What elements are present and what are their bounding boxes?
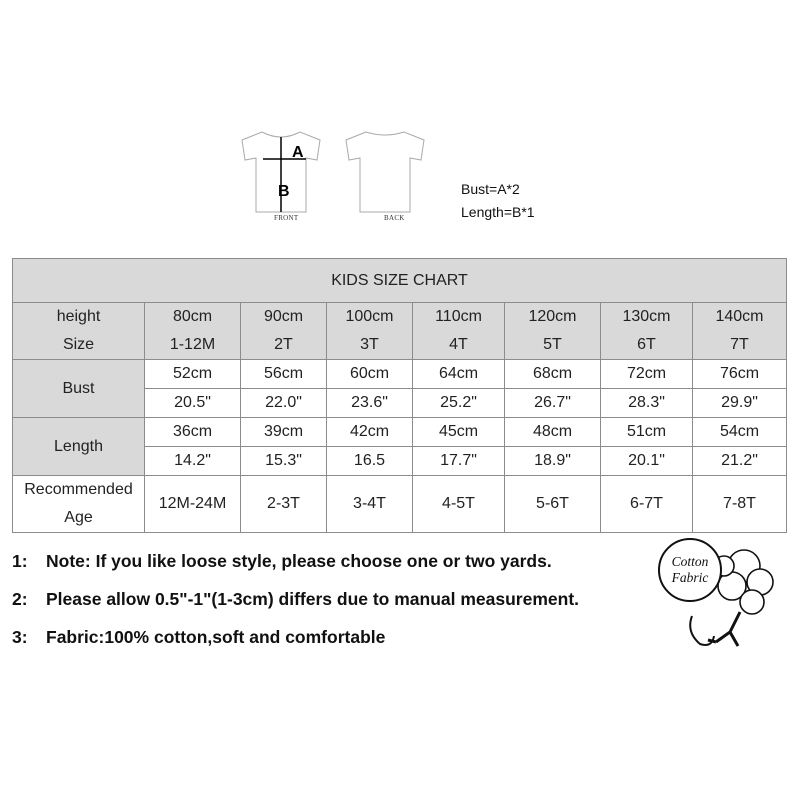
bust-in-cell: 29.9" (693, 389, 787, 418)
bust-cm-cell: 56cm (241, 360, 327, 389)
bust-cm-cell: 68cm (505, 360, 601, 389)
note-2: 2: Please allow 0.5"-1"(1-3cm) differs due to manual measurement. (12, 589, 580, 609)
length-in-cell: 21.2" (693, 447, 787, 476)
age-cell: 2-3T (241, 476, 327, 533)
length-in-cell: 16.5 (327, 447, 413, 476)
length-in-cell: 15.3" (241, 447, 327, 476)
header-col-7: 140cm 7T (693, 303, 787, 360)
bust-in-cell: 25.2" (413, 389, 505, 418)
bust-in-cell: 23.6" (327, 389, 413, 418)
bust-in-cell: 26.7" (505, 389, 601, 418)
note-1: 1: Note: If you like loose style, please choose one or two yards. (12, 551, 552, 571)
label-b: B (278, 183, 290, 200)
header-col-3: 100cm 3T (327, 303, 413, 360)
length-cm-cell: 54cm (693, 418, 787, 447)
measurement-formulas (461, 178, 535, 224)
age-cell: 3-4T (327, 476, 413, 533)
cotton-fabric-badge (652, 536, 780, 656)
bust-cm-row (13, 360, 787, 389)
chart-title: KIDS SIZE CHART (13, 259, 787, 303)
length-label: Length (13, 418, 145, 476)
back-label: BACK (384, 214, 405, 222)
bust-in-cell: 28.3" (601, 389, 693, 418)
bust-in-cell: 22.0" (241, 389, 327, 418)
length-in-cell: 14.2" (145, 447, 241, 476)
length-cm-cell: 42cm (327, 418, 413, 447)
length-in-cell: 17.7" (413, 447, 505, 476)
bust-label: Bust (13, 360, 145, 418)
length-cm-cell: 51cm (601, 418, 693, 447)
bust-formula: Bust=A*2 (461, 181, 520, 197)
badge-line1: Cotton (671, 554, 709, 569)
header-row (13, 303, 787, 360)
length-in-cell: 20.1" (601, 447, 693, 476)
notes-list (12, 546, 579, 660)
header-col-2: 90cm 2T (241, 303, 327, 360)
header-col-5: 120cm 5T (505, 303, 601, 360)
label-a: A (292, 144, 304, 161)
length-cm-cell: 39cm (241, 418, 327, 447)
header-label: height Size (13, 303, 145, 360)
bust-cm-cell: 76cm (693, 360, 787, 389)
header-col-4: 110cm 4T (413, 303, 505, 360)
bust-cm-cell: 60cm (327, 360, 413, 389)
age-cell: 6-7T (601, 476, 693, 533)
length-cm-cell: 36cm (145, 418, 241, 447)
length-cm-row (13, 418, 787, 447)
age-cell: 7-8T (693, 476, 787, 533)
note-3: 3: Fabric:100% cotton,soft and comfortable (12, 627, 386, 647)
bust-cm-cell: 52cm (145, 360, 241, 389)
back-shirt-icon (346, 132, 424, 212)
header-col-1: 80cm 1-12M (145, 303, 241, 360)
bust-cm-cell: 64cm (413, 360, 505, 389)
age-cell: 4-5T (413, 476, 505, 533)
age-row (13, 476, 787, 533)
tshirt-diagram (236, 128, 436, 228)
badge-line2: Fabric (671, 570, 709, 585)
front-label: FRONT (274, 214, 299, 222)
length-cm-cell: 45cm (413, 418, 505, 447)
length-cm-cell: 48cm (505, 418, 601, 447)
size-chart-table (12, 258, 787, 533)
header-col-6: 130cm 6T (601, 303, 693, 360)
bust-in-cell: 20.5" (145, 389, 241, 418)
length-in-cell: 18.9" (505, 447, 601, 476)
length-formula: Length=B*1 (461, 204, 535, 220)
age-cell: 5-6T (505, 476, 601, 533)
age-cell: 12M-24M (145, 476, 241, 533)
bust-cm-cell: 72cm (601, 360, 693, 389)
age-label: Recommended Age (13, 476, 145, 533)
